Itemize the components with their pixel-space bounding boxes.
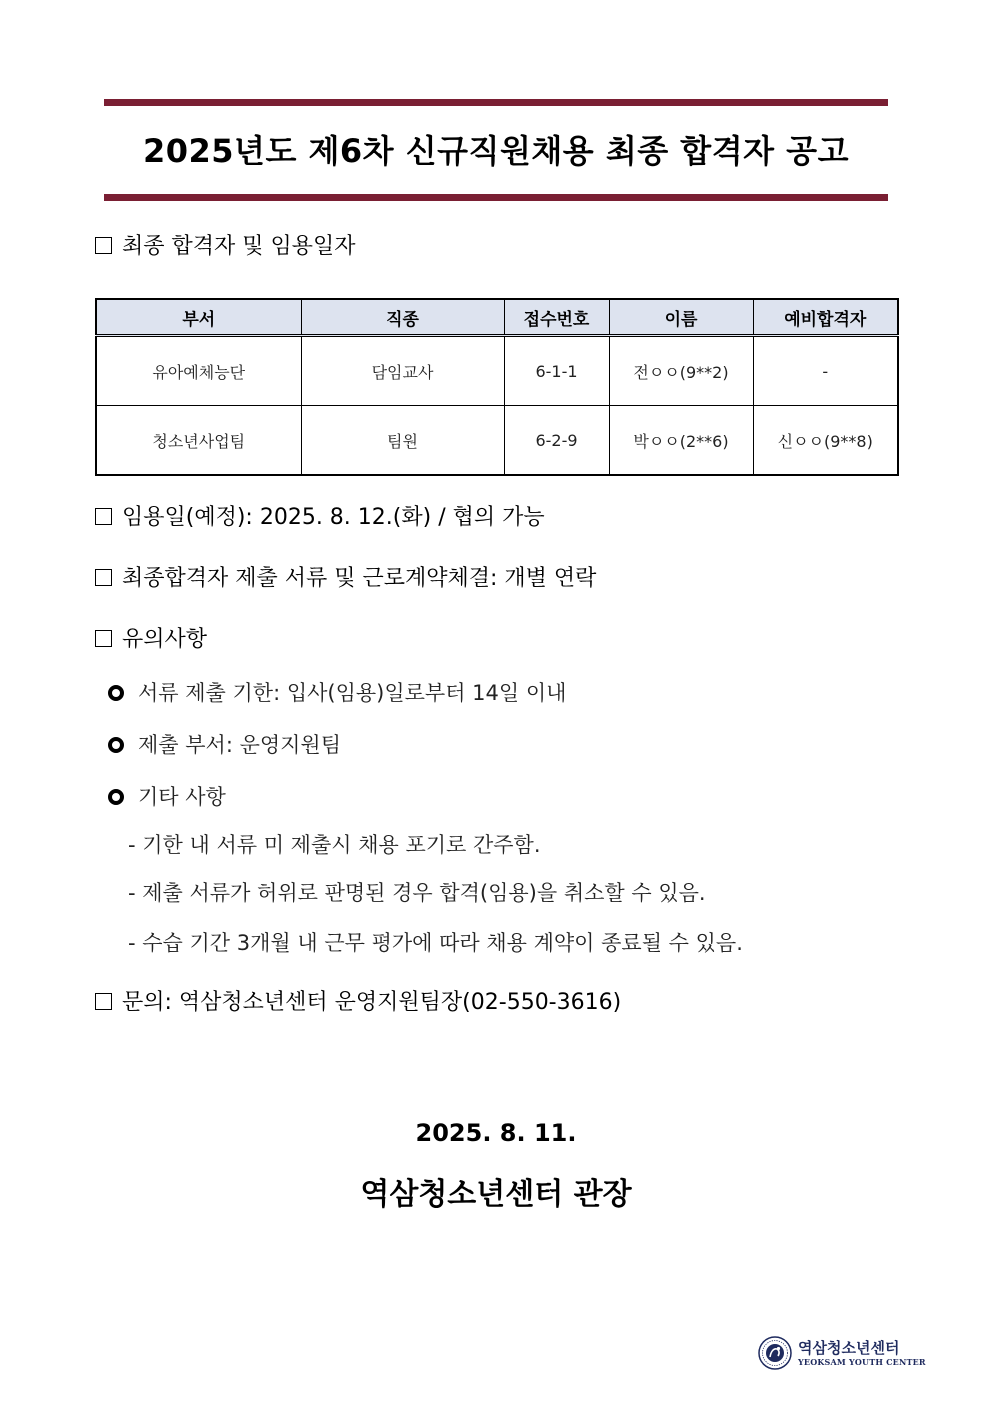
cell-receipt-number: 6-2-9 bbox=[504, 406, 609, 476]
section-notes-label: 유의사항 bbox=[122, 627, 208, 652]
issuer-name: 역삼청소년센터 관장 bbox=[360, 1177, 632, 1212]
checkbox-icon bbox=[95, 569, 112, 586]
header-job-type: 직종 bbox=[301, 299, 504, 336]
note-dash-item: - 기한 내 서류 미 제출시 채용 포기로 간주함. bbox=[128, 833, 541, 857]
cell-name: 박ㅇㅇ(2**6) bbox=[609, 406, 753, 476]
cell-name: 전ㅇㅇ(9**2) bbox=[609, 336, 753, 406]
notice-date: 2025. 8. 11. bbox=[415, 1119, 577, 1147]
table-header-row bbox=[96, 299, 898, 336]
cell-department: 유아예체능단 bbox=[96, 336, 301, 406]
cell-reserve: - bbox=[753, 336, 898, 406]
circle-bullet-icon bbox=[108, 789, 124, 805]
note-other bbox=[108, 782, 226, 812]
note-department-text: 제출 부서: 운영지원팀 bbox=[138, 733, 341, 757]
section-contact bbox=[95, 988, 621, 1018]
cell-receipt-number: 6-1-1 bbox=[504, 336, 609, 406]
note-dash-item: - 제출 서류가 허위로 판명된 경우 합격(임용)을 취소할 수 있음. bbox=[128, 881, 706, 905]
section-final-list bbox=[95, 232, 356, 262]
checkbox-icon bbox=[95, 993, 112, 1010]
document-title: 2025년도 제6차 신규직원채용 최종 합격자 공고 bbox=[142, 132, 850, 170]
table-row bbox=[96, 406, 898, 476]
header-name: 이름 bbox=[609, 299, 753, 336]
logo-name-korean: 역삼청소년센터 bbox=[798, 1339, 900, 1357]
title-rule-bottom bbox=[104, 194, 888, 201]
circle-bullet-icon bbox=[108, 685, 124, 701]
section-documents-label: 최종합격자 제출 서류 및 근로계약체결: 개별 연락 bbox=[122, 566, 597, 591]
title-rule-top bbox=[104, 99, 888, 106]
circle-bullet-icon bbox=[108, 737, 124, 753]
cell-job-type: 담임교사 bbox=[301, 336, 504, 406]
section-start-date bbox=[95, 503, 545, 533]
header-reserve: 예비합격자 bbox=[753, 299, 898, 336]
note-deadline bbox=[108, 678, 566, 708]
section-notes bbox=[95, 625, 207, 655]
note-dash-item: - 수습 기간 3개월 내 근무 평가에 따라 채용 계약이 종료될 수 있음. bbox=[128, 931, 743, 955]
note-other-text: 기타 사항 bbox=[138, 785, 226, 809]
checkbox-icon bbox=[95, 630, 112, 647]
recruit-table bbox=[95, 298, 899, 476]
checkbox-icon bbox=[95, 237, 112, 254]
cell-job-type: 팀원 bbox=[301, 406, 504, 476]
note-department bbox=[108, 730, 341, 760]
header-department: 부서 bbox=[96, 299, 301, 336]
section-contact-label: 문의: 역삼청소년센터 운영지원팀장(02-550-3616) bbox=[122, 990, 622, 1015]
section-final-list-label: 최종 합격자 및 임용일자 bbox=[122, 234, 356, 259]
header-receipt-number: 접수번호 bbox=[504, 299, 609, 336]
cell-department: 청소년사업팀 bbox=[96, 406, 301, 476]
logo-emblem-icon bbox=[758, 1336, 792, 1370]
table-row bbox=[96, 336, 898, 406]
logo-name-english: YEOKSAM YOUTH CENTER bbox=[798, 1357, 926, 1367]
note-deadline-text: 서류 제출 기한: 입사(임용)일로부터 14일 이내 bbox=[138, 681, 567, 705]
cell-reserve: 신ㅇㅇ(9**8) bbox=[753, 406, 898, 476]
section-documents bbox=[95, 564, 596, 594]
checkbox-icon bbox=[95, 508, 112, 525]
footer-logo bbox=[758, 1334, 926, 1374]
section-start-date-label: 임용일(예정): 2025. 8. 12.(화) / 협의 가능 bbox=[122, 505, 545, 530]
